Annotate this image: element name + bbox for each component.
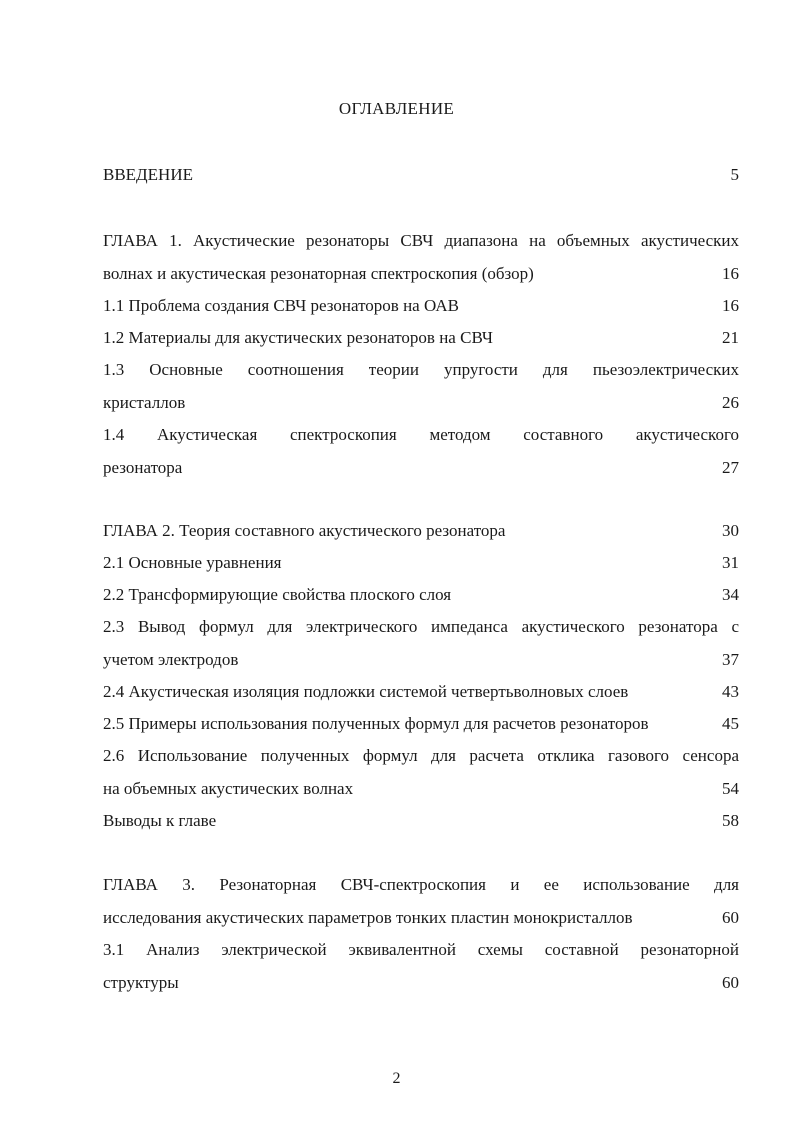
toc-entry-first-line: 1.3 Основные соотношения теории упругости для пьезоэлектрических xyxy=(103,360,739,379)
toc-entry-chapter-2 xyxy=(103,515,739,548)
toc-entry-2-6 xyxy=(103,740,739,805)
toc-entry-text: ВВЕДЕНИЕ xyxy=(103,165,193,184)
toc-entry-page: 16 xyxy=(722,263,739,283)
toc-entry-conclusions xyxy=(103,805,739,838)
toc-entry-text: ГЛАВА 2. Теория составного акустического резонатора xyxy=(103,521,506,540)
toc-entry-1-4 xyxy=(103,419,739,484)
toc-entry-text: 2.2 Трансформирующие свойства плоского слоя xyxy=(103,585,452,604)
toc-entry-page: 31 xyxy=(722,553,739,572)
toc-entry-text: 2.4 Акустическая изоляция подложки системой четвертьволновых слоев xyxy=(103,682,629,701)
toc-entry-text: исследования акустических параметров тонких пластин монокристаллов xyxy=(103,907,633,927)
toc-entry-1-2 xyxy=(103,322,739,355)
toc-entry-text: кристаллов xyxy=(103,392,186,412)
toc-entry-text: 2.1 Основные уравнения xyxy=(103,553,282,572)
toc-entry-2-1 xyxy=(103,547,739,580)
toc-entry-text: 1.2 Материалы для акустических резонаторов на СВЧ xyxy=(103,328,493,347)
toc-entry-page: 45 xyxy=(722,714,739,733)
toc-entry-text: на объемных акустических волнах xyxy=(103,778,354,798)
toc-entry-text: Выводы к главе xyxy=(103,811,217,830)
toc-entry-page: 43 xyxy=(722,682,739,701)
toc-entry-1-1 xyxy=(103,290,739,323)
toc-entry-page: 37 xyxy=(722,649,739,669)
toc-entry-text: учетом электродов xyxy=(103,649,239,669)
toc-entry-page: 30 xyxy=(722,521,739,540)
toc-entry-first-line: 2.6 Использование полученных формул для расчета отклика газового сенсора xyxy=(103,746,739,765)
toc-entry-first-line: 2.3 Вывод формул для электрического импеданса акустического резонатора с xyxy=(103,617,739,636)
toc-entry-page: 5 xyxy=(730,165,739,184)
toc-entry-3-1 xyxy=(103,934,739,999)
page-number: 2 xyxy=(392,1070,401,1087)
toc-entry-page: 60 xyxy=(722,907,739,927)
toc-entry-chapter-1 xyxy=(103,225,739,290)
toc-entry-intro xyxy=(103,159,739,192)
toc-entry-1-3 xyxy=(103,354,739,419)
toc-entry-2-5 xyxy=(103,708,739,741)
toc-entry-page: 58 xyxy=(722,811,739,830)
toc-entry-2-2 xyxy=(103,579,739,612)
toc-entry-page: 54 xyxy=(722,778,739,798)
toc-entry-page: 16 xyxy=(722,296,739,315)
toc-entry-2-3 xyxy=(103,611,739,676)
toc-entry-first-line: ГЛАВА 3. Резонаторная СВЧ-спектроскопия и ее использование для xyxy=(103,875,739,894)
toc-entry-text: структуры xyxy=(103,972,179,992)
toc-entry-page: 27 xyxy=(722,457,739,477)
toc-entry-text: 2.5 Примеры использования полученных формул для расчетов резонаторов xyxy=(103,714,649,733)
toc-entry-first-line: 3.1 Анализ электрической эквивалентной схемы составной резонаторной xyxy=(103,940,739,959)
toc-title: ОГЛАВЛЕНИЕ xyxy=(338,99,455,118)
toc-entry-page: 21 xyxy=(722,328,739,347)
toc-entry-first-line: ГЛАВА 1. Акустические резонаторы СВЧ диапазона на объемных акустических xyxy=(103,231,739,250)
toc-entry-text: волнах и акустическая резонаторная спектроскопия (обзор) xyxy=(103,263,534,283)
toc-entry-chapter-3 xyxy=(103,869,739,934)
toc-entry-page: 26 xyxy=(722,392,739,412)
toc-entry-text: 1.1 Проблема создания СВЧ резонаторов на ОАВ xyxy=(103,296,460,315)
toc-entry-page: 60 xyxy=(722,972,739,992)
toc-entry-text: резонатора xyxy=(103,457,183,477)
toc-entry-first-line: 1.4 Акустическая спектроскопия методом составного акустического xyxy=(103,425,739,444)
toc-entry-2-4 xyxy=(103,676,739,709)
toc-entry-page: 34 xyxy=(722,585,739,604)
